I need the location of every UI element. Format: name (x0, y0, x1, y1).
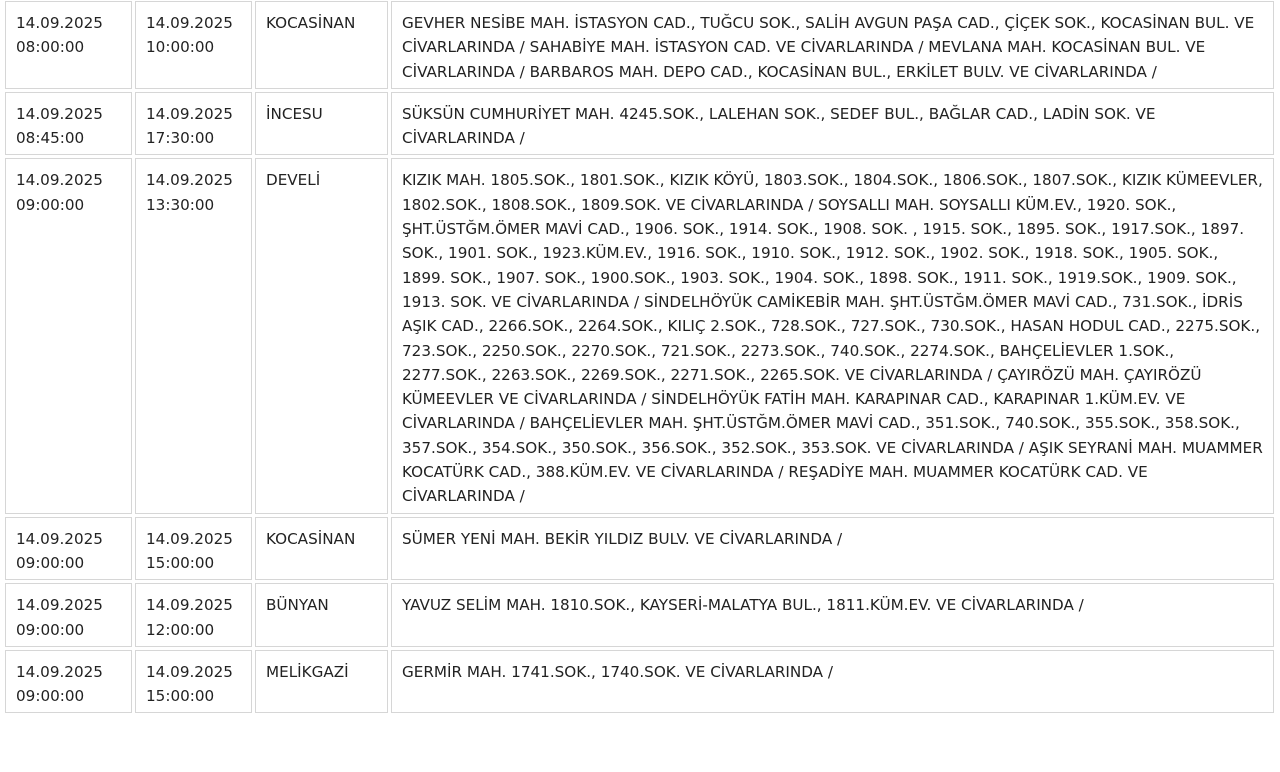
streets-cell: KIZIK MAH. 1805.SOK., 1801.SOK., KIZIK KÖYÜ, 1803.SOK., 1804.SOK., 1806.SOK., 1807.SOK., KIZIK KÜMEEVLER, 1802.SOK., 1808.SOK., 1809.SOK. VE CİVARLARINDA / SOYSALLI MAH. SOYSALLI KÜM.EV., 1920. SOK., ŞHT.ÜSTĞM.ÖMER MAVİ CAD., 1906. SOK., 1914. SOK., 1908. SOK. , 1915. SOK., 1895. SOK., 1917.SOK., 1897. SOK., 1901. SOK., 1923.KÜM.EV., 1916. SOK., 1910. SOK., 1912. SOK., 1902. SOK., 1918. SOK., 1905. SOK., 1899. SOK., 1907. SOK., 1900.SOK., 1903. SOK., 1904. SOK., 1898. SOK., 1911. SOK., 1919.SOK., 1909. SOK., 1913. SOK. VE CİVARLARINDA / SİNDELHÖYÜK CAMİKEBİR MAH. ŞHT.ÜSTĞM.ÖMER MAVİ CAD., 731.SOK., İDRİS AŞIK CAD., 2266.SOK., 2264.SOK., KILIÇ 2.SOK., 728.SOK., 727.SOK., 730.SOK., HASAN HODUL CAD., 2275.SOK., 723.SOK., 2250.SOK., 2270.SOK., 721.SOK., 2273.SOK., 740.SOK., 2274.SOK., BAHÇELİEVLER 1.SOK., 2277.SOK., 2263.SOK., 2269.SOK., 2271.SOK., 2265.SOK. VE CİVARLARINDA / ÇAYIRÖZÜ MAH. ÇAYIRÖZÜ KÜMEEVLER VE CİVARLARINDA / SİNDELHÖYÜK FATİH MAH. KARAPINAR CAD., KARAPINAR 1.KÜM.EV. VE CİVARLARINDA / BAHÇELİEVLER MAH. ŞHT.ÜSTĞM.ÖMER MAVİ CAD., 351.SOK., 740.SOK., 355.SOK., 358.SOK., 357.SOK., 354.SOK., 350.SOK., 356.SOK., 352.SOK., 353.SOK. VE CİVARLARINDA / AŞIK SEYRANİ MAH. MUAMMER KOCATÜRK CAD., 388.KÜM.EV. VE CİVARLARINDA / REŞADİYE MAH. MUAMMER KOCATÜRK CAD. VE CİVARLARINDA / (391, 158, 1274, 513)
streets-cell: GERMİR MAH. 1741.SOK., 1740.SOK. VE CİVARLARINDA / (391, 650, 1274, 714)
start-date: 14.09.2025 (16, 104, 103, 123)
end-time: 13:30:00 (146, 195, 215, 214)
end-time: 12:00:00 (146, 620, 215, 639)
table-row (5, 650, 1274, 714)
start-time: 09:00:00 (16, 687, 85, 706)
start-date: 14.09.2025 (16, 596, 103, 615)
end-date: 14.09.2025 (146, 14, 233, 32)
table-row (5, 517, 1274, 581)
start-date: 14.09.2025 (16, 14, 103, 32)
end-date: 14.09.2025 (146, 171, 233, 190)
start-datetime-cell (5, 650, 132, 714)
start-date: 14.09.2025 (16, 662, 103, 681)
outage-table (2, 0, 1277, 716)
district-cell: KOCASİNAN (255, 1, 388, 89)
start-datetime-cell (5, 92, 132, 156)
table-row (5, 583, 1274, 647)
district-cell: DEVELİ (255, 158, 388, 513)
end-datetime-cell (135, 92, 252, 156)
end-datetime-cell (135, 1, 252, 89)
end-datetime-cell (135, 650, 252, 714)
start-date: 14.09.2025 (16, 171, 103, 190)
end-date: 14.09.2025 (146, 662, 233, 681)
start-datetime-cell (5, 583, 132, 647)
streets-cell: YAVUZ SELİM MAH. 1810.SOK., KAYSERİ-MALATYA BUL., 1811.KÜM.EV. VE CİVARLARINDA / (391, 583, 1274, 647)
start-time: 08:45:00 (16, 129, 85, 148)
end-datetime-cell (135, 583, 252, 647)
start-time: 09:00:00 (16, 620, 85, 639)
end-date: 14.09.2025 (146, 596, 233, 615)
end-time: 10:00:00 (146, 38, 215, 57)
start-datetime-cell (5, 1, 132, 89)
streets-cell: GEVHER NESİBE MAH. İSTASYON CAD., TUĞCU SOK., SALİH AVGUN PAŞA CAD., ÇİÇEK SOK., KOCASİNAN BUL. VE CİVARLARINDA / SAHABİYE MAH. İSTASYON CAD. VE CİVARLARINDA / MEVLANA MAH. KOCASİNAN BUL. VE CİVARLARINDA / BARBAROS MAH. DEPO CAD., KOCASİNAN BUL., ERKİLET BULV. VE CİVARLARINDA / (391, 1, 1274, 89)
table-row (5, 158, 1274, 513)
streets-cell: SÜKSÜN CUMHURİYET MAH. 4245.SOK., LALEHAN SOK., SEDEF BUL., BAĞLAR CAD., LADİN SOK. VE CİVARLARINDA / (391, 92, 1274, 156)
start-time: 08:00:00 (16, 38, 85, 57)
district-cell: BÜNYAN (255, 583, 388, 647)
table-row (5, 1, 1274, 89)
end-date: 14.09.2025 (146, 529, 233, 548)
start-datetime-cell (5, 158, 132, 513)
start-datetime-cell (5, 517, 132, 581)
district-cell: İNCESU (255, 92, 388, 156)
start-date: 14.09.2025 (16, 529, 103, 548)
end-time: 15:00:00 (146, 687, 215, 706)
start-time: 09:00:00 (16, 195, 85, 214)
start-time: 09:00:00 (16, 553, 85, 572)
end-time: 17:30:00 (146, 129, 215, 148)
district-cell: KOCASİNAN (255, 517, 388, 581)
end-datetime-cell (135, 517, 252, 581)
district-cell: MELİKGAZİ (255, 650, 388, 714)
streets-cell: SÜMER YENİ MAH. BEKİR YILDIZ BULV. VE CİVARLARINDA / (391, 517, 1274, 581)
end-datetime-cell (135, 158, 252, 513)
end-date: 14.09.2025 (146, 104, 233, 123)
table-row (5, 92, 1274, 156)
end-time: 15:00:00 (146, 553, 215, 572)
